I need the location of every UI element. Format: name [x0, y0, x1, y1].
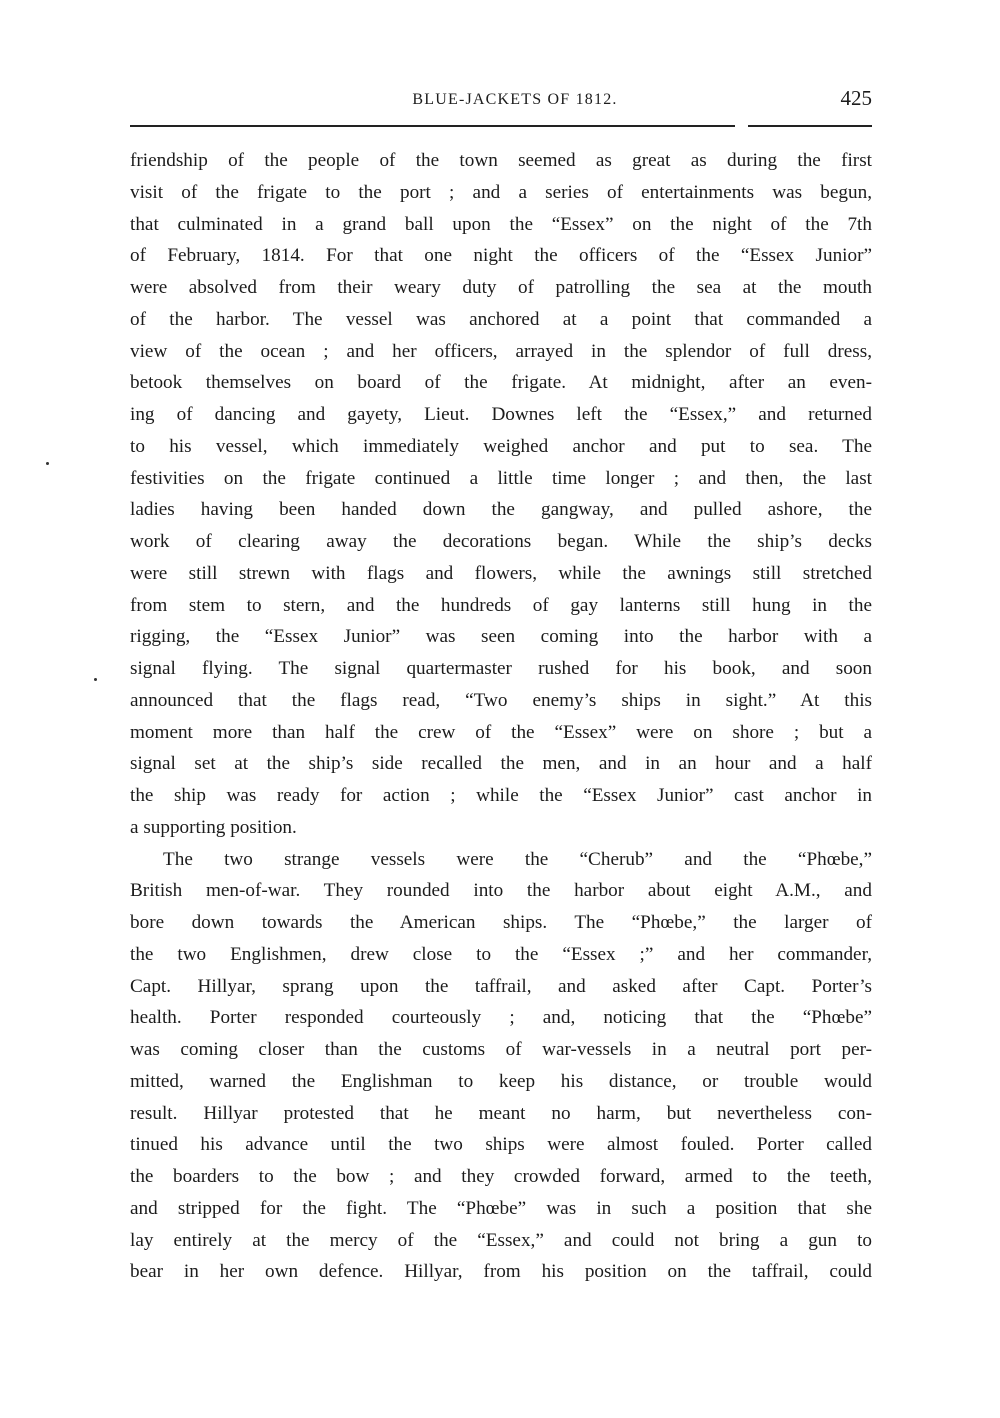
- text-line: mitted, warned the Englishman to keep his distance, or trouble would: [130, 1070, 872, 1092]
- text-line: lay entirely at the mercy of the “Essex,” and could not bring a gun to: [130, 1229, 872, 1251]
- text-line: betook themselves on board of the frigate. At midnight, after an even-: [130, 372, 872, 394]
- text-line: of the harbor. The vessel was anchored at a point that commanded a: [130, 308, 872, 330]
- text-line: announced that the flags read, “Two enemy’s ships in sight.” At this: [130, 689, 872, 711]
- header-rule-left: [130, 125, 735, 127]
- text-line: tinued his advance until the two ships were almost fouled. Porter called: [130, 1134, 872, 1156]
- text-line: rigging, the “Essex Junior” was seen coming into the harbor with a: [130, 626, 872, 648]
- text-line: from stem to stern, and the hundreds of gay lanterns still hung in the: [130, 594, 872, 616]
- text-line: Capt. Hillyar, sprang upon the taffrail, and asked after Capt. Porter’s: [130, 975, 872, 997]
- text-line: the ship was ready for action ; while the “Essex Junior” cast anchor in: [130, 785, 872, 806]
- running-title: BLUE-JACKETS OF 1812.: [412, 91, 618, 108]
- header-rule-right: [748, 125, 872, 127]
- text-line: the two Englishmen, drew close to the “Essex ;” and her commander,: [130, 943, 872, 965]
- text-line: visit of the frigate to the port ; and a series of entertainments was begun,: [130, 181, 872, 203]
- paragraph-2: [130, 844, 872, 1289]
- margin-speck: [46, 462, 49, 465]
- text-line: ladies having been handed down the gangway, and pulled ashore, the: [130, 499, 872, 521]
- running-head: [130, 86, 872, 114]
- text-line: bear in her own defence. Hillyar, from his position on the taffrail, could: [130, 1261, 872, 1283]
- margin-speck: [94, 678, 97, 681]
- text-line: ing of dancing and gayety, Lieut. Downes left the “Essex,” and returned: [130, 404, 872, 425]
- text-line: result. Hillyar protested that he meant no harm, but nevertheless con-: [130, 1102, 872, 1124]
- text-line: festivities on the frigate continued a little time longer ; and then, the last: [130, 467, 872, 489]
- text-line: and stripped for the fight. The “Phœbe” was in such a position that she: [130, 1197, 872, 1219]
- text-line: were still strewn with flags and flowers, while the awnings still stretched: [130, 562, 872, 584]
- text-line: of February, 1814. For that one night the officers of the “Essex Junior”: [130, 245, 872, 267]
- text-line: health. Porter responded courteously ; and, noticing that the “Phœbe”: [130, 1007, 872, 1029]
- text-line: a supporting position.: [130, 816, 297, 838]
- text-line: friendship of the people of the town seemed as great as during the first: [130, 150, 872, 171]
- text-line: to his vessel, which immediately weighed anchor and put to sea. The: [130, 435, 872, 457]
- paragraph-1: [130, 145, 872, 844]
- text-line: view of the ocean ; and her officers, arrayed in the splendor of full dress,: [130, 340, 872, 362]
- text-line: work of clearing away the decorations began. While the ship’s decks: [130, 531, 872, 552]
- text-line: The two strange vessels were the “Cherub” and the “Phœbe,”: [163, 848, 872, 870]
- body-text: [130, 145, 872, 1288]
- text-line: that culminated in a grand ball upon the “Essex” on the night of the 7th: [130, 213, 872, 235]
- text-line: the boarders to the bow ; and they crowded forward, armed to the teeth,: [130, 1166, 872, 1187]
- text-line: British men-of-war. They rounded into the harbor about eight A.M., and: [130, 880, 872, 902]
- text-line: bore down towards the American ships. The “Phœbe,” the larger of: [130, 912, 872, 933]
- text-line: was coming closer than the customs of war-vessels in a neutral port per-: [130, 1039, 872, 1060]
- text-line: were absolved from their weary duty of patrolling the sea at the mouth: [130, 277, 872, 298]
- text-line: signal set at the ship’s side recalled the men, and in an hour and a half: [130, 753, 872, 775]
- page-number: 425: [840, 86, 872, 110]
- text-line: signal flying. The signal quartermaster rushed for his book, and soon: [130, 658, 872, 679]
- text-line: moment more than half the crew of the “Essex” were on shore ; but a: [130, 721, 872, 743]
